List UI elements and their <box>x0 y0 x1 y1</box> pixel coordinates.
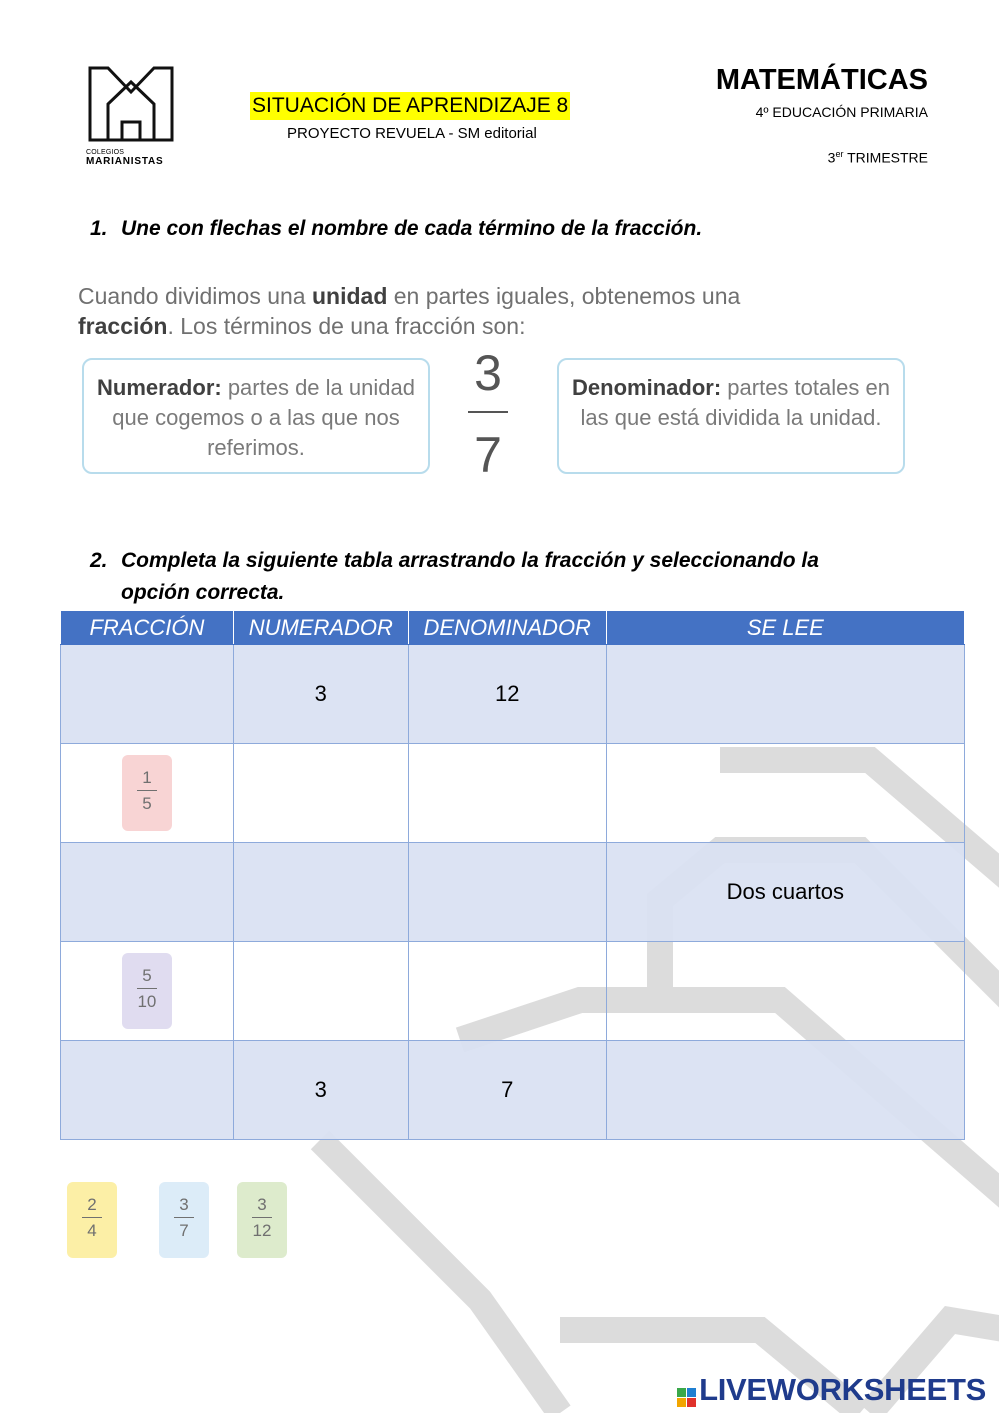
fraction-drop-zone[interactable] <box>61 645 234 744</box>
reads-select[interactable] <box>606 645 964 744</box>
example-numerator: 3 <box>474 345 502 401</box>
numerator-cell: 3 <box>233 645 408 744</box>
reads-select[interactable] <box>606 1041 964 1140</box>
fraction-drop-zone[interactable] <box>61 1041 234 1140</box>
numerator-select[interactable] <box>233 744 408 843</box>
chip-numerator: 5 <box>142 966 152 985</box>
chip-bar <box>252 1217 272 1218</box>
chip-denominator: 4 <box>87 1221 97 1240</box>
question-1 <box>90 213 702 245</box>
trimester-number: 3 <box>827 149 836 166</box>
liveworksheets-icon <box>677 1388 696 1407</box>
logo-text <box>86 148 164 166</box>
liveworksheets-brand: LIVEWORKSHEETS <box>699 1372 986 1407</box>
intro-bold-fraccion: fracción <box>78 313 168 339</box>
example-denominator: 7 <box>474 427 502 483</box>
question-2-line-2: opción correcta. <box>121 581 285 604</box>
denominator-select[interactable] <box>408 843 606 942</box>
denominator-title: Denominador: <box>572 375 722 400</box>
chip-bar <box>137 790 157 791</box>
fraction-bar <box>468 411 508 413</box>
denominator-definition-box[interactable] <box>557 358 905 474</box>
fraction-chip-1-5[interactable] <box>122 755 172 831</box>
denominator-cell: 12 <box>408 645 606 744</box>
chip-bar <box>82 1217 102 1218</box>
logo-line-1: COLEGIOS <box>86 149 125 156</box>
fraction-table <box>60 610 965 1140</box>
table-header-row <box>61 611 965 645</box>
chip-bar <box>137 988 157 989</box>
chip-numerator: 3 <box>179 1195 189 1214</box>
table-row <box>61 1041 965 1140</box>
denominator-text: partes totales en las que está dividida la unidad. <box>580 375 890 430</box>
chip-denominator: 7 <box>179 1221 189 1240</box>
denominator-cell: 7 <box>408 1041 606 1140</box>
trimester-suffix: er <box>835 149 844 159</box>
liveworksheets-logo[interactable] <box>677 1372 986 1408</box>
intro-bold-unidad: unidad <box>311 283 388 309</box>
fraction-chip-5-10[interactable] <box>122 953 172 1029</box>
question-2-number: 2. <box>90 549 108 572</box>
header-denominador: DENOMINADOR <box>408 611 606 645</box>
chip-numerator: 2 <box>87 1195 97 1214</box>
grade-label: 4º EDUCACIÓN PRIMARIA <box>755 104 928 120</box>
header-se-lee: SE LEE <box>606 611 964 645</box>
numerator-select[interactable] <box>233 843 408 942</box>
project-subtitle: PROYECTO REVUELA - SM editorial <box>287 125 537 142</box>
question-2 <box>90 545 940 609</box>
bank-chip-3-12[interactable] <box>237 1182 287 1258</box>
reads-select[interactable] <box>606 942 964 1041</box>
subject-title: MATEMÁTICAS <box>715 64 928 96</box>
situation-title: SITUACIÓN DE APRENDIZAJE 8 <box>250 92 570 120</box>
chip-numerator: 1 <box>142 768 152 787</box>
chip-denominator: 10 <box>137 992 157 1011</box>
header-numerador: NUMERADOR <box>233 611 408 645</box>
intro-text-3: . Los términos de una fracción son: <box>167 313 526 339</box>
fraction-intro <box>78 281 898 341</box>
school-logo <box>86 64 178 168</box>
denominator-select[interactable] <box>408 942 606 1041</box>
table-row <box>61 744 965 843</box>
numerator-title: Numerador: <box>97 375 222 400</box>
question-1-number: 1. <box>90 217 108 240</box>
draggable-fraction-3-7[interactable] <box>159 1182 209 1258</box>
logo-line-2: MARIANISTAS <box>86 156 164 167</box>
trimester-label <box>828 149 928 166</box>
table-row <box>61 942 965 1041</box>
numerator-cell: 3 <box>233 1041 408 1140</box>
intro-text-1: Cuando dividimos una <box>78 283 312 309</box>
draggable-fraction-2-4[interactable] <box>67 1182 117 1258</box>
fraction-drop-zone[interactable] <box>61 843 234 942</box>
intro-text-2: en partes iguales, obtenemos una <box>387 283 741 309</box>
reads-select[interactable] <box>606 744 964 843</box>
table-row <box>61 645 965 744</box>
bank-chip-2-4[interactable] <box>67 1182 117 1258</box>
chip-numerator: 3 <box>257 1195 267 1214</box>
table-row <box>61 843 965 942</box>
chip-bar <box>174 1217 194 1218</box>
numerator-definition-box[interactable] <box>82 358 430 474</box>
header-fraccion: FRACCIÓN <box>61 611 234 645</box>
question-1-text: Une con flechas el nombre de cada término de la fracción. <box>121 217 703 240</box>
denominator-select[interactable] <box>408 744 606 843</box>
numerator-text: partes de la unidad que cogemos o a las que nos referimos. <box>112 375 415 460</box>
draggable-fraction-3-12[interactable] <box>237 1182 287 1258</box>
question-2-line-1: Completa la siguiente tabla arrastrando la fracción y seleccionando la <box>121 549 819 572</box>
house-logo-icon <box>86 64 176 144</box>
trimester-text: TRIMESTRE <box>843 149 928 166</box>
fraction-cell <box>61 942 234 1041</box>
bank-chip-3-7[interactable] <box>159 1182 209 1258</box>
numerator-select[interactable] <box>233 942 408 1041</box>
chip-denominator: 5 <box>142 794 152 813</box>
reads-cell: Dos cuartos <box>606 843 964 942</box>
fraction-cell <box>61 744 234 843</box>
chip-denominator: 12 <box>252 1221 272 1240</box>
example-fraction <box>466 345 510 483</box>
